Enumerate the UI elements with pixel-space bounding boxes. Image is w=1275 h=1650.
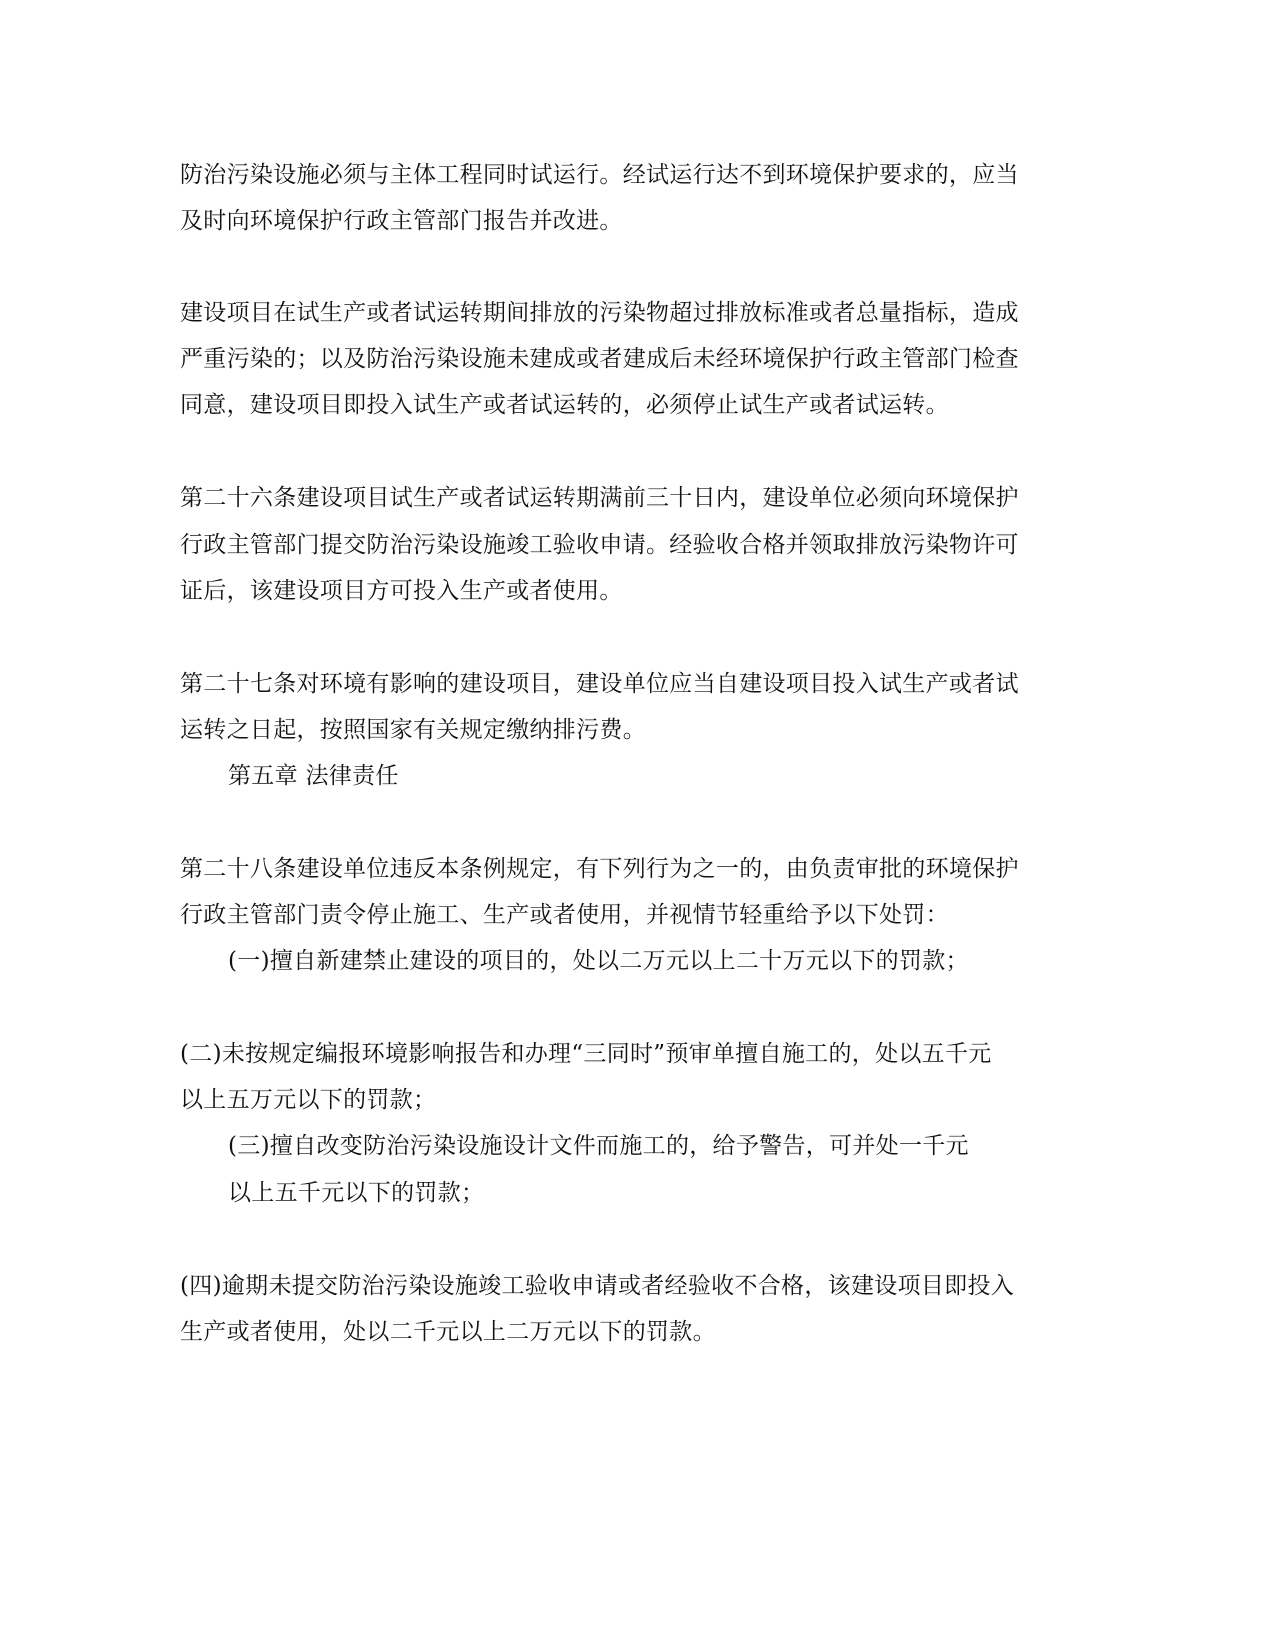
paragraph-line: 严重污染的；以及防治污染设施未建成或者建成后未经环境保护行政主管部门检查	[180, 346, 1019, 372]
penalty-item-3: (三)擅自改变防治污染设施设计文件而施工的，给予警告，可并处一千元	[228, 1133, 969, 1159]
chapter-heading: 第五章 法律责任	[228, 763, 399, 789]
penalty-item-3-cont: 以上五千元以下的罚款；	[228, 1180, 485, 1206]
article-26-line: 证后，该建设项目方可投入生产或者使用。	[180, 578, 623, 604]
paragraph-line: 建设项目在试生产或者试运转期间排放的污染物超过排放标准或者总量指标，造成	[180, 300, 1019, 326]
article-27-line: 第二十七条对环境有影响的建设项目，建设单位应当自建设项目投入试生产或者试	[180, 671, 1019, 697]
penalty-item-2-cont: 以上五万元以下的罚款；	[180, 1087, 437, 1113]
article-27-line: 运转之日起，按照国家有关规定缴纳排污费。	[180, 717, 646, 743]
penalty-item-1: (一)擅自新建禁止建设的项目的，处以二万元以上二十万元以下的罚款；	[228, 948, 969, 974]
penalty-item-4-cont: 生产或者使用，处以二千元以上二万元以下的罚款。	[180, 1319, 716, 1345]
article-26-line: 行政主管部门提交防治污染设施竣工验收申请。经验收合格并领取排放污染物许可	[180, 532, 1019, 558]
article-28-line: 行政主管部门责令停止施工、生产或者使用，并视情节轻重给予以下处罚：	[180, 902, 949, 928]
penalty-item-2: (二)未按规定编报环境影响报告和办理“三同时”预审单擅自施工的，处以五千元	[180, 1041, 992, 1067]
article-28-line: 第二十八条建设单位违反本条例规定，有下列行为之一的，由负责审批的环境保护	[180, 856, 1019, 882]
article-26-line: 第二十六条建设项目试生产或者试运转期满前三十日内，建设单位必须向环境保护	[180, 485, 1019, 511]
paragraph-line: 防治污染设施必须与主体工程同时试运行。经试运行达不到环境保护要求的，应当	[180, 162, 1019, 188]
paragraph-line: 及时向环境保护行政主管部门报告并改进。	[180, 208, 623, 234]
penalty-item-4: (四)逾期未提交防治污染设施竣工验收申请或者经验收不合格，该建设项目即投入	[180, 1273, 1015, 1299]
paragraph-line: 同意，建设项目即投入试生产或者试运转的，必须停止试生产或者试运转。	[180, 392, 949, 418]
